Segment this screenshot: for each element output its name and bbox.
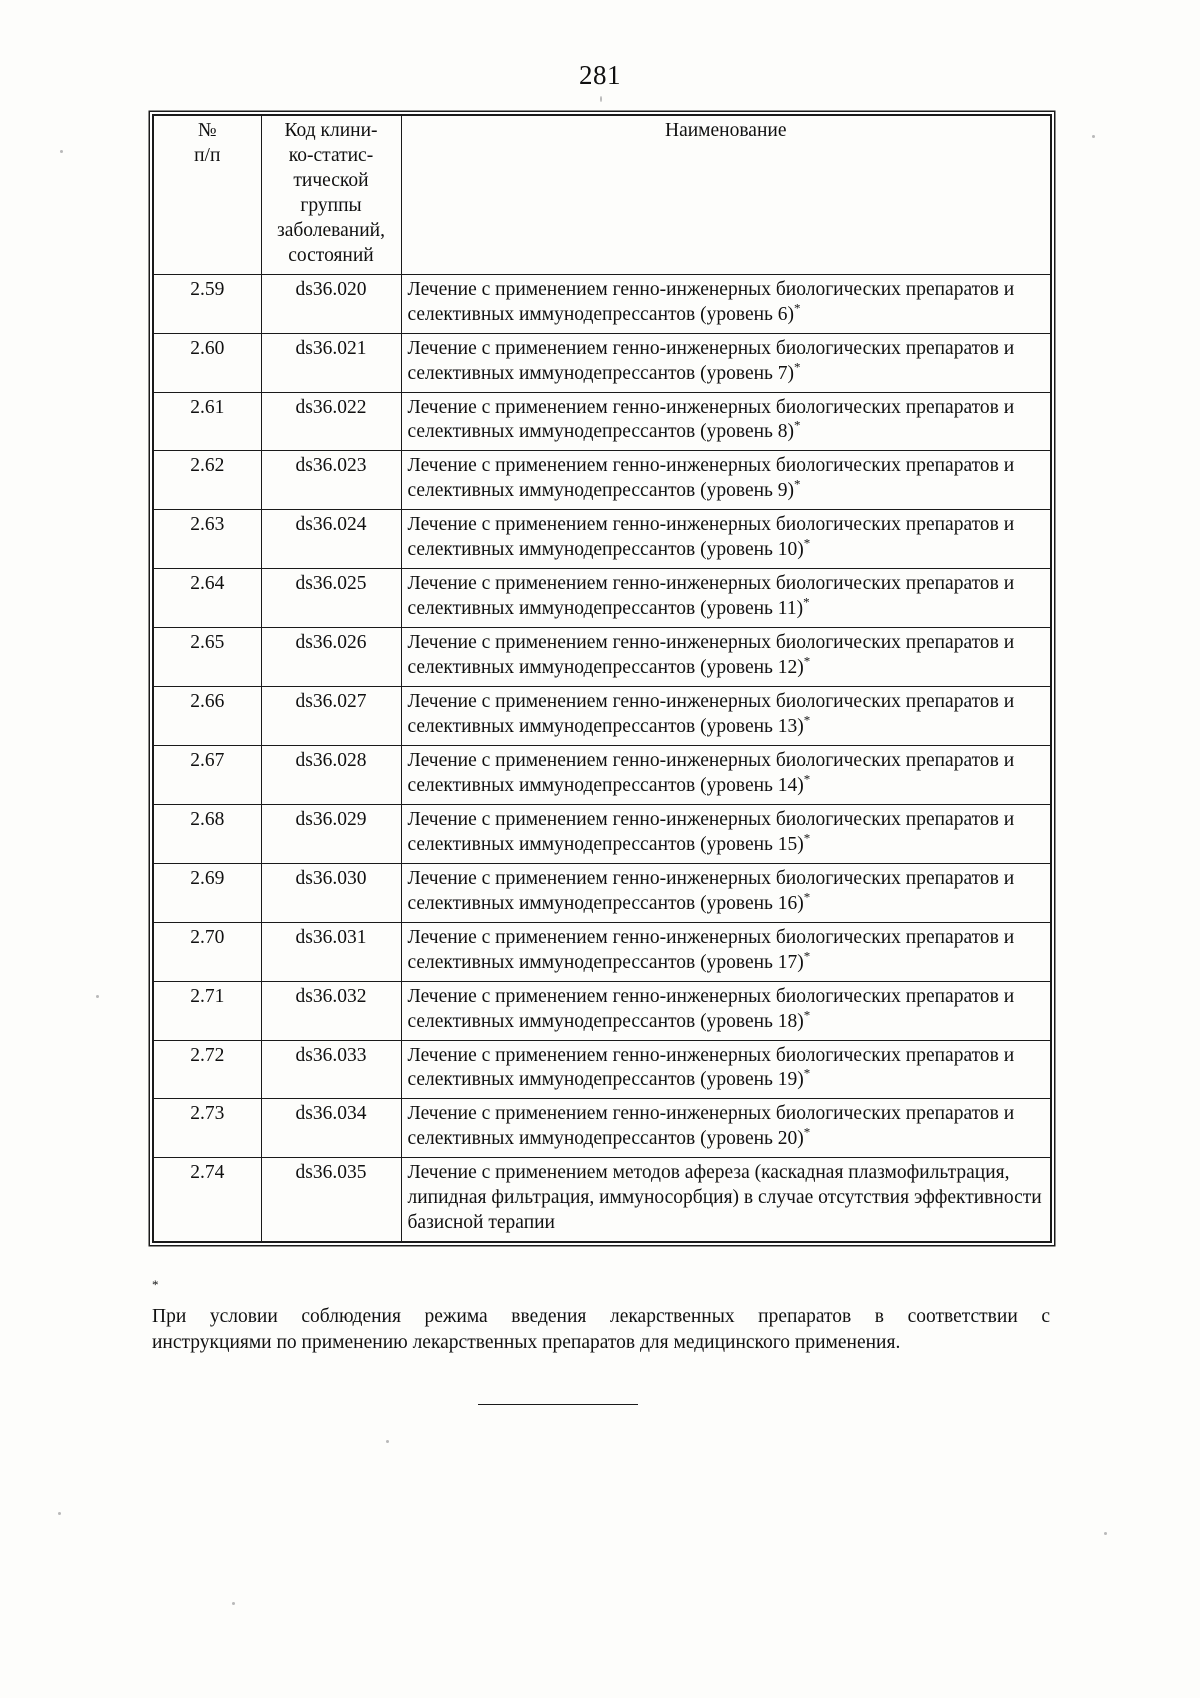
cell-name xyxy=(401,863,1051,922)
cell-name xyxy=(401,392,1051,451)
table-row xyxy=(153,922,1051,981)
footnote-ref: * xyxy=(803,712,811,728)
cell-number: 2.68 xyxy=(153,804,261,863)
cell-number: 2.69 xyxy=(153,863,261,922)
cell-name-text: Лечение с применением генно-инженерных биологических препаратов и селективных иммунодепрессантов (уровень 13) xyxy=(407,691,1015,738)
table-row xyxy=(153,274,1051,333)
cell-code: ds36.020 xyxy=(261,274,401,333)
cell-name xyxy=(401,510,1051,569)
footnote-ref: * xyxy=(794,300,801,316)
footnote-line-1: При условии соблюдения режима введения лекарственных препаратов в соответствии с xyxy=(152,1305,1050,1327)
cell-code: ds36.032 xyxy=(261,981,401,1040)
cell-name xyxy=(401,687,1051,746)
table-row xyxy=(153,981,1051,1040)
page-number: 281 xyxy=(579,60,621,90)
cell-number: 2.72 xyxy=(153,1040,261,1099)
footnote-marker: * xyxy=(152,1276,159,1292)
footnote-ref: * xyxy=(803,830,811,846)
cell-number: 2.73 xyxy=(153,1099,261,1158)
table-row xyxy=(153,392,1051,451)
table-row xyxy=(153,569,1051,628)
scan-speck xyxy=(386,1440,389,1443)
table-row xyxy=(153,863,1051,922)
footnote-ref: * xyxy=(794,417,801,433)
column-header-code-line-1: Код клини- xyxy=(284,120,378,141)
scan-speck xyxy=(232,1602,235,1605)
cell-number: 2.63 xyxy=(153,510,261,569)
cell-name xyxy=(401,628,1051,687)
table-row xyxy=(153,804,1051,863)
table-body xyxy=(153,274,1051,1242)
footnote-line-2: инструкциями по применению лекарственных препаратов для медицинского применения. xyxy=(152,1331,901,1353)
cell-number: 2.74 xyxy=(153,1158,261,1242)
cell-name xyxy=(401,745,1051,804)
section-divider xyxy=(478,1404,638,1405)
column-header-code-line-3: тической xyxy=(293,169,369,191)
cell-name xyxy=(401,274,1051,333)
table-row xyxy=(153,451,1051,510)
column-header-code-line-5: заболеваний, xyxy=(277,219,385,241)
cell-code: ds36.029 xyxy=(261,804,401,863)
cell-code: ds36.024 xyxy=(261,510,401,569)
cell-name xyxy=(401,1099,1051,1158)
footnote-ref: * xyxy=(803,1007,811,1023)
cell-name xyxy=(401,1158,1051,1242)
table-row xyxy=(153,1099,1051,1158)
column-header-name: Наименование xyxy=(401,115,1051,274)
cell-code: ds36.030 xyxy=(261,863,401,922)
cell-name-text: Лечение с применением генно-инженерных биологических препаратов и селективных иммунодепрессантов (уровень 12) xyxy=(407,632,1015,679)
cell-number: 2.59 xyxy=(153,274,261,333)
cell-code: ds36.028 xyxy=(261,745,401,804)
cell-name-text: Лечение с применением генно-инженерных биологических препаратов и селективных иммунодепрессантов (уровень 9) xyxy=(407,455,1015,502)
column-header-number-line-2: п/п xyxy=(194,144,221,166)
cell-code: ds36.033 xyxy=(261,1040,401,1099)
footnote-ref: * xyxy=(794,476,801,492)
column-header-number-line-1: № xyxy=(197,120,217,141)
footnote-ref: * xyxy=(803,535,811,551)
cell-code: ds36.034 xyxy=(261,1099,401,1158)
cell-name-text: Лечение с применением генно-инженерных биологических препаратов и селективных иммунодепрессантов (уровень 20) xyxy=(407,1103,1015,1150)
column-header-code-line-2: ко-статис- xyxy=(288,144,374,166)
table-container xyxy=(152,114,1050,1243)
table-row xyxy=(153,1040,1051,1099)
cell-number: 2.65 xyxy=(153,628,261,687)
table-row xyxy=(153,333,1051,392)
footnote-ref: * xyxy=(803,653,811,669)
scan-speck xyxy=(58,1512,61,1515)
cell-name xyxy=(401,451,1051,510)
table-header-row xyxy=(153,115,1051,274)
cell-name xyxy=(401,333,1051,392)
scan-speck xyxy=(60,150,63,153)
cell-name-text: Лечение с применением генно-инженерных биологических препаратов и селективных иммунодепрессантов (уровень 6) xyxy=(407,278,1015,325)
cell-code: ds36.025 xyxy=(261,569,401,628)
cell-name-text: Лечение с применением генно-инженерных биологических препаратов и селективных иммунодепрессантов (уровень 17) xyxy=(407,926,1015,973)
cell-name-text: Лечение с применением генно-инженерных биологических препаратов и селективных иммунодепрессантов (уровень 16) xyxy=(407,867,1015,914)
cell-code: ds36.031 xyxy=(261,922,401,981)
cell-name-text: Лечение с применением генно-инженерных биологических препаратов и селективных иммунодепрессантов (уровень 14) xyxy=(407,749,1015,796)
cell-number: 2.60 xyxy=(153,333,261,392)
cell-number: 2.71 xyxy=(153,981,261,1040)
cell-number: 2.66 xyxy=(153,687,261,746)
footnote-ref: * xyxy=(803,889,811,905)
cell-name-text: Лечение с применением генно-инженерных биологических препаратов и селективных иммунодепрессантов (уровень 8) xyxy=(407,396,1015,443)
table-row xyxy=(153,687,1051,746)
cell-name-text: Лечение с применением генно-инженерных биологических препаратов и селективных иммунодепрессантов (уровень 11) xyxy=(407,573,1015,620)
cell-number: 2.64 xyxy=(153,569,261,628)
footnote-ref: * xyxy=(803,948,811,964)
cell-code: ds36.021 xyxy=(261,333,401,392)
cell-code: ds36.026 xyxy=(261,628,401,687)
cell-number: 2.61 xyxy=(153,392,261,451)
footnote-ref: * xyxy=(803,771,811,787)
cell-number: 2.62 xyxy=(153,451,261,510)
cell-name-text: Лечение с применением методов афереза (каскадная плазмофильтрация, липидная фильтрация, иммуносорбция) в случае отсутствия эффективности базисной терапии xyxy=(407,1162,1042,1234)
scan-speck xyxy=(1104,1532,1107,1535)
cell-name-text: Лечение с применением генно-инженерных биологических препаратов и селективных иммунодепрессантов (уровень 15) xyxy=(407,808,1015,855)
footnote-ref: * xyxy=(803,1124,811,1140)
cell-name-text: Лечение с применением генно-инженерных биологических препаратов и селективных иммунодепрессантов (уровень 10) xyxy=(407,514,1015,561)
cell-code: ds36.023 xyxy=(261,451,401,510)
table-row xyxy=(153,628,1051,687)
table-row xyxy=(153,745,1051,804)
cell-code: ds36.022 xyxy=(261,392,401,451)
column-header-code-line-4: группы xyxy=(300,194,362,216)
cell-number: 2.67 xyxy=(153,745,261,804)
footnote-ref: * xyxy=(794,359,801,375)
cell-name xyxy=(401,569,1051,628)
scan-speck xyxy=(96,995,99,998)
cell-name-text: Лечение с применением генно-инженерных биологических препаратов и селективных иммунодепрессантов (уровень 19) xyxy=(407,1044,1015,1091)
cell-name xyxy=(401,804,1051,863)
cell-code: ds36.027 xyxy=(261,687,401,746)
footnote xyxy=(152,1278,1050,1356)
cell-name xyxy=(401,981,1051,1040)
scan-speck xyxy=(1092,135,1095,138)
table-row xyxy=(153,1158,1051,1242)
footnote-ref: * xyxy=(803,1065,811,1081)
table-row xyxy=(153,510,1051,569)
column-header-number xyxy=(153,115,261,274)
cell-name-text: Лечение с применением генно-инженерных биологических препаратов и селективных иммунодепрессантов (уровень 7) xyxy=(407,337,1015,384)
cell-name xyxy=(401,922,1051,981)
table-header xyxy=(153,115,1051,274)
column-header-code xyxy=(261,115,401,274)
ksg-table xyxy=(152,114,1052,1243)
cell-name-text: Лечение с применением генно-инженерных биологических препаратов и селективных иммунодепрессантов (уровень 18) xyxy=(407,985,1015,1032)
footnote-ref: * xyxy=(803,594,810,610)
scan-speck xyxy=(600,96,602,102)
cell-code: ds36.035 xyxy=(261,1158,401,1242)
cell-number: 2.70 xyxy=(153,922,261,981)
column-header-code-line-6: состояний xyxy=(288,244,374,266)
cell-name xyxy=(401,1040,1051,1099)
